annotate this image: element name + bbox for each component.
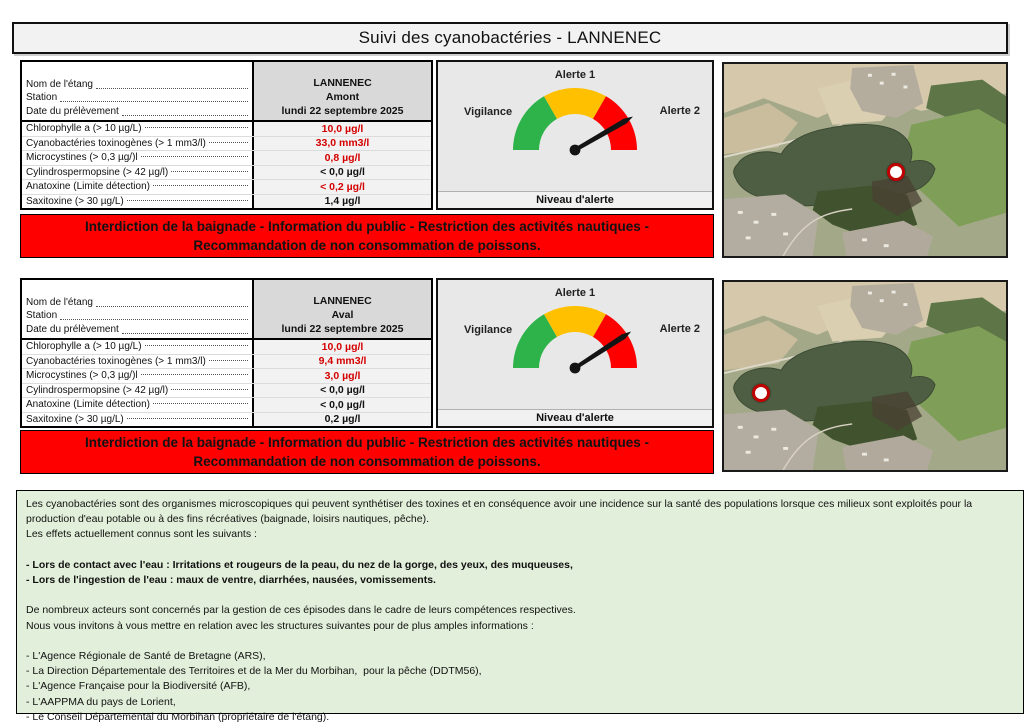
- monitoring-table-aval: [20, 278, 433, 428]
- aerial-map-aval: [722, 280, 1008, 472]
- dotted-leader: [153, 185, 248, 186]
- measurement-row: Cylindrospermopsine (> 42 µg/l) < 0,0 µg/l: [22, 384, 431, 399]
- measurement-value: < 0,0 µg/l: [254, 166, 431, 180]
- dotted-leader: [96, 306, 248, 307]
- measurement-value: 1,4 µg/l: [254, 195, 431, 209]
- aerial-photo: [724, 64, 1006, 256]
- measurement-value: < 0,2 µg/l: [254, 180, 431, 194]
- measurement-row: Cyanobactéries toxinogènes (> 1 mm3/l) 33,0 mm3/l: [22, 137, 431, 152]
- measurement-value: < 0,0 µg/l: [254, 398, 431, 412]
- banner-line1: Interdiction de la baignade - Information du public - Restriction des activités nautiques -: [84, 219, 650, 234]
- info-line: - Lors de contact avec l'eau : Irritations et rougeurs de la peau, du nez de la gorge, des yeux, des muqueuses,: [26, 558, 573, 571]
- station-identity-cell: [254, 62, 431, 120]
- banner-line2: Recommandation de non consommation de poissons.: [193, 238, 541, 253]
- aerial-map-amont: [722, 62, 1008, 258]
- info-line: [26, 588, 1014, 603]
- dotted-leader: [122, 333, 248, 334]
- measurement-row: Anatoxine (Limite détection) < 0,0 µg/l: [22, 398, 431, 413]
- dotted-leader: [141, 374, 248, 375]
- measurement-value: 0,8 µg/l: [254, 151, 431, 165]
- banner-line2: Recommandation de non consommation de poissons.: [193, 454, 541, 469]
- measurement-row: Chlorophylle a (> 10 µg/L) 10,0 µg/l: [22, 340, 431, 355]
- info-row-date: Date du prélèvement: [26, 105, 250, 119]
- gauge-label-alerte2: Alerte 2: [659, 323, 700, 335]
- info-line: De nombreux acteurs sont concernés par la gestion de ces épisodes dans le cadre de leurs compétences respectives.: [26, 604, 576, 617]
- gauge-caption: Niveau d'alerte: [438, 191, 712, 208]
- gauge-arc: [472, 302, 678, 368]
- station-name: Amont: [325, 91, 360, 103]
- alert-gauge-amont: [436, 60, 714, 210]
- measurement-row: Microcystines (> 0,3 µg/)l 0,8 µg/l: [22, 151, 431, 166]
- dotted-leader: [145, 127, 248, 128]
- station-name: Aval: [331, 309, 354, 321]
- dotted-leader: [122, 115, 248, 116]
- etang-name: LANNENEC: [313, 295, 372, 307]
- page-title: Suivi des cyanobactéries - LANNENEC: [358, 28, 662, 47]
- measurement-value: 9,4 mm3/l: [254, 355, 431, 369]
- alert-banner-aval: [20, 430, 714, 474]
- page-title-bar: [12, 22, 1008, 54]
- dotted-leader: [127, 200, 248, 201]
- info-row-etang: Nom de l'étang: [26, 78, 250, 92]
- alert-gauge-aval: [436, 278, 714, 428]
- dotted-leader: [171, 389, 248, 390]
- gauge-pivot: [570, 145, 581, 156]
- info-line: - L'Agence Française pour la Biodiversité (AFB),: [26, 680, 251, 693]
- measurement-value: 3,0 µg/l: [254, 369, 431, 383]
- info-row-station: Station: [26, 91, 250, 105]
- gauge-label-vigilance: Vigilance: [464, 106, 513, 118]
- info-line: - L'AAPPMA du pays de Lorient,: [26, 695, 176, 708]
- info-line: Les cyanobactéries sont des organismes microscopiques qui peuvent synthétiser des toxines et en conséquence avoir une incidence sur la santé des populations lorsque ces milieux sont exploités pour la production d'eau potable ou à des fins récréatives (baignade, loisirs nautiques, pêche).: [26, 498, 976, 526]
- dotted-leader: [141, 156, 248, 157]
- gauge-label-alerte2: Alerte 2: [659, 105, 700, 117]
- dotted-leader: [96, 88, 248, 89]
- etang-name: LANNENEC: [313, 77, 372, 89]
- aerial-photo: [724, 282, 1006, 470]
- dotted-leader: [209, 360, 248, 361]
- info-line: [26, 634, 1014, 649]
- dotted-leader: [60, 319, 248, 320]
- station-marker: [887, 163, 905, 181]
- gauge-label-vigilance: Vigilance: [464, 324, 513, 336]
- measurement-row: Chlorophylle a (> 10 µg/L) 10,0 µg/l: [22, 122, 431, 137]
- info-line: Les effets actuellement connus sont les suivants :: [26, 528, 257, 541]
- info-line: [26, 543, 1014, 558]
- measurement-row: Microcystines (> 0,3 µg/)l 3,0 µg/l: [22, 369, 431, 384]
- measurement-value: 10,0 µg/l: [254, 340, 431, 354]
- banner-line1: Interdiction de la baignade - Information du public - Restriction des activités nautiques -: [84, 435, 650, 450]
- gauge-arc: [472, 84, 678, 150]
- info-row-date: Date du prélèvement: [26, 323, 250, 337]
- info-box: [16, 490, 1024, 723]
- alert-banner-amont: [20, 214, 714, 258]
- dotted-leader: [171, 171, 248, 172]
- gauge-label-alerte1: Alerte 1: [554, 69, 596, 81]
- dotted-leader: [153, 403, 248, 404]
- info-row-etang: Nom de l'étang: [26, 296, 250, 310]
- measurement-row: Cylindrospermopsine (> 42 µg/l) < 0,0 µg/l: [22, 166, 431, 181]
- info-line: - La Direction Départementale des Territoires et de la Mer du Morbihan, pour la pêche (DDTM56),: [26, 665, 482, 678]
- measurement-row: Anatoxine (Limite détection) < 0,2 µg/l: [22, 180, 431, 195]
- dotted-leader: [145, 345, 248, 346]
- measurement-row: Saxitoxine (> 30 µg/L) 0,2 µg/l: [22, 413, 431, 427]
- info-line: - Lors de l'ingestion de l'eau : maux de ventre, diarrhées, nausées, vomissements.: [26, 574, 436, 586]
- measurement-value: < 0,0 µg/l: [254, 384, 431, 398]
- dotted-leader: [209, 142, 248, 143]
- table-header: [22, 62, 431, 122]
- dotted-leader: [127, 418, 248, 419]
- info-line: - Le Conseil Départemental du Morbihan (propriétaire de l'étang).: [26, 710, 330, 723]
- sample-date: lundi 22 septembre 2025: [281, 105, 404, 117]
- measurement-value: 10,0 µg/l: [254, 122, 431, 136]
- gauge-caption: Niveau d'alerte: [438, 409, 712, 426]
- dotted-leader: [60, 101, 248, 102]
- station-marker: [752, 384, 770, 402]
- info-line: - L'Agence Régionale de Santé de Bretagne (ARS),: [26, 649, 266, 662]
- gauge-label-alerte1: Alerte 1: [554, 287, 596, 299]
- sample-date: lundi 22 septembre 2025: [281, 323, 404, 335]
- info-row-station: Station: [26, 309, 250, 323]
- table-header: [22, 280, 431, 340]
- measurement-row: Cyanobactéries toxinogènes (> 1 mm3/l) 9,4 mm3/l: [22, 355, 431, 370]
- monitoring-table-amont: [20, 60, 433, 210]
- measurement-value: 0,2 µg/l: [254, 413, 431, 427]
- info-line: Nous vous invitons à vous mettre en relation avec les structures suivantes pour de plus amples informations :: [26, 619, 534, 632]
- measurement-row: Saxitoxine (> 30 µg/L) 1,4 µg/l: [22, 195, 431, 209]
- station-identity-cell: [254, 280, 431, 338]
- measurement-value: 33,0 mm3/l: [254, 137, 431, 151]
- gauge-pivot: [570, 363, 581, 374]
